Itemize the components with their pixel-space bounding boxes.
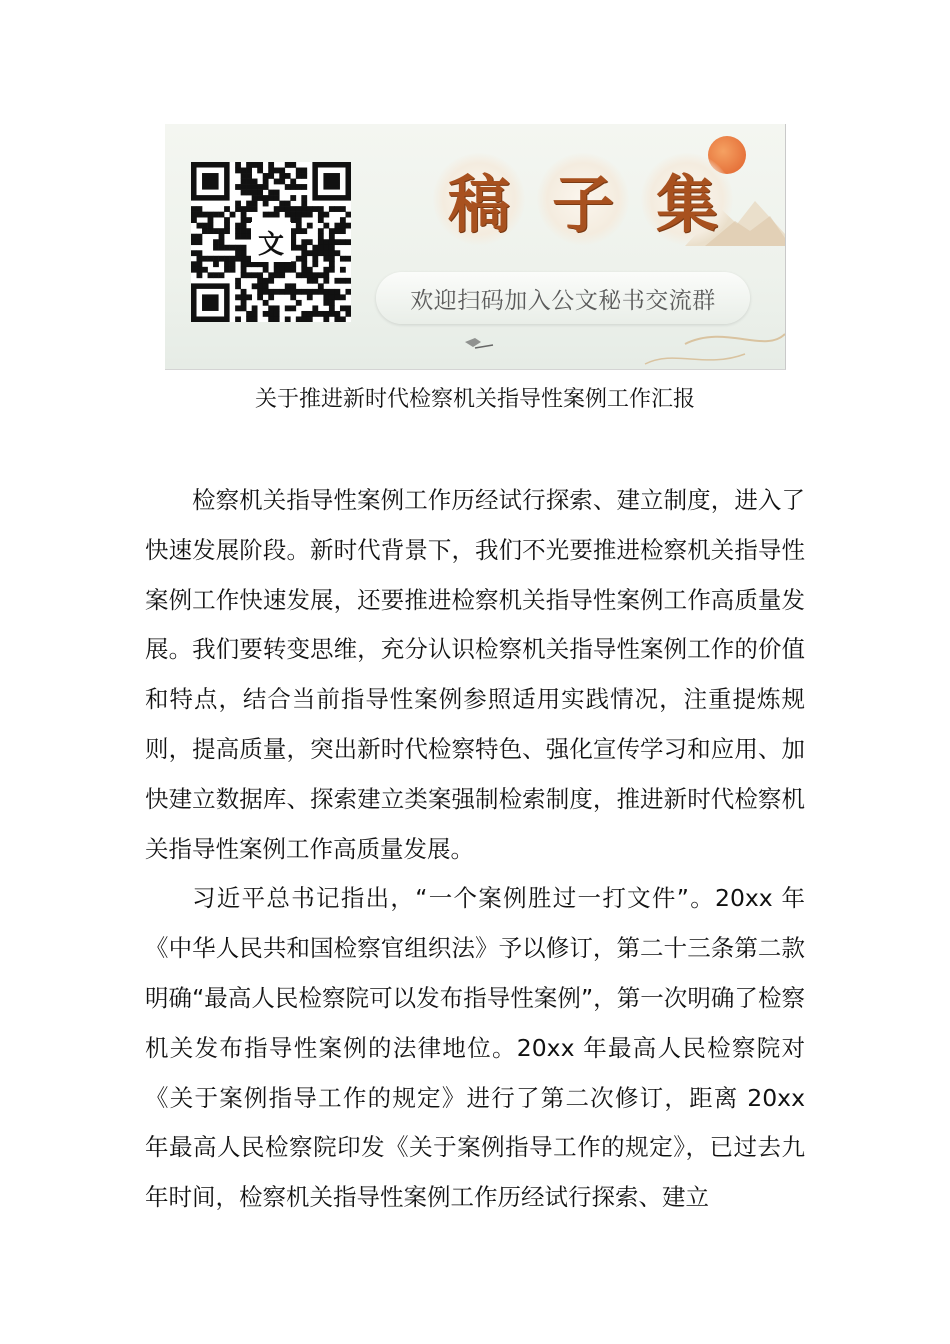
qr-code[interactable] [191, 162, 351, 322]
brand-title [433, 154, 733, 244]
paragraph-1: 检察机关指导性案例工作历经试行探索、建立制度，进入了快速发展阶段。新时代背景下，我们不光要推进检察机关指导性案例工作快速发展，还要推进检察机关指导性案例工作高质量发展。我们要转变思维，充分认识检察机关指导性案例工作的价值和特点，结合当前指导性案例参照适用实践情况，注重提炼规则，提高质量，突出新时代检察特色、强化宣传学习和应用、加快建立数据库、探索建立类案强制检索制度，推进新时代检察机关指导性案例工作高质量发展。 [145, 486, 805, 863]
paragraph-2: 习近平总书记指出，“一个案例胜过一打文件”。20xx 年《中华人民共和国检察官组织法》予以修订，第二十三条第二款明确“最高人民检察院可以发布指导性案例”，第一次明确了检察机关发布指导性案例的法律地位。20xx 年最高人民检察院对《关于案例指导工作的规定》进行了第二次修订，距离 20xx 年最高人民检察院印发《关于案例指导工作的规定》，已过去九年时间，检察机关指导性案例工作历经试行探索、建立 [145, 884, 805, 1212]
document-body [145, 476, 805, 1223]
brand-char-2: 子 [537, 153, 629, 245]
promo-banner [165, 124, 786, 370]
qr-center-logo: 文 [251, 222, 291, 262]
brand-char-1: 稿 [433, 153, 525, 245]
cloud-wave-decoration [165, 314, 785, 369]
brand-char-3: 集 [641, 153, 733, 245]
banner-caption: 欢迎扫码加入公文秘书交流群 [376, 272, 750, 324]
document-title: 关于推进新时代检察机关指导性案例工作汇报 [254, 387, 695, 412]
